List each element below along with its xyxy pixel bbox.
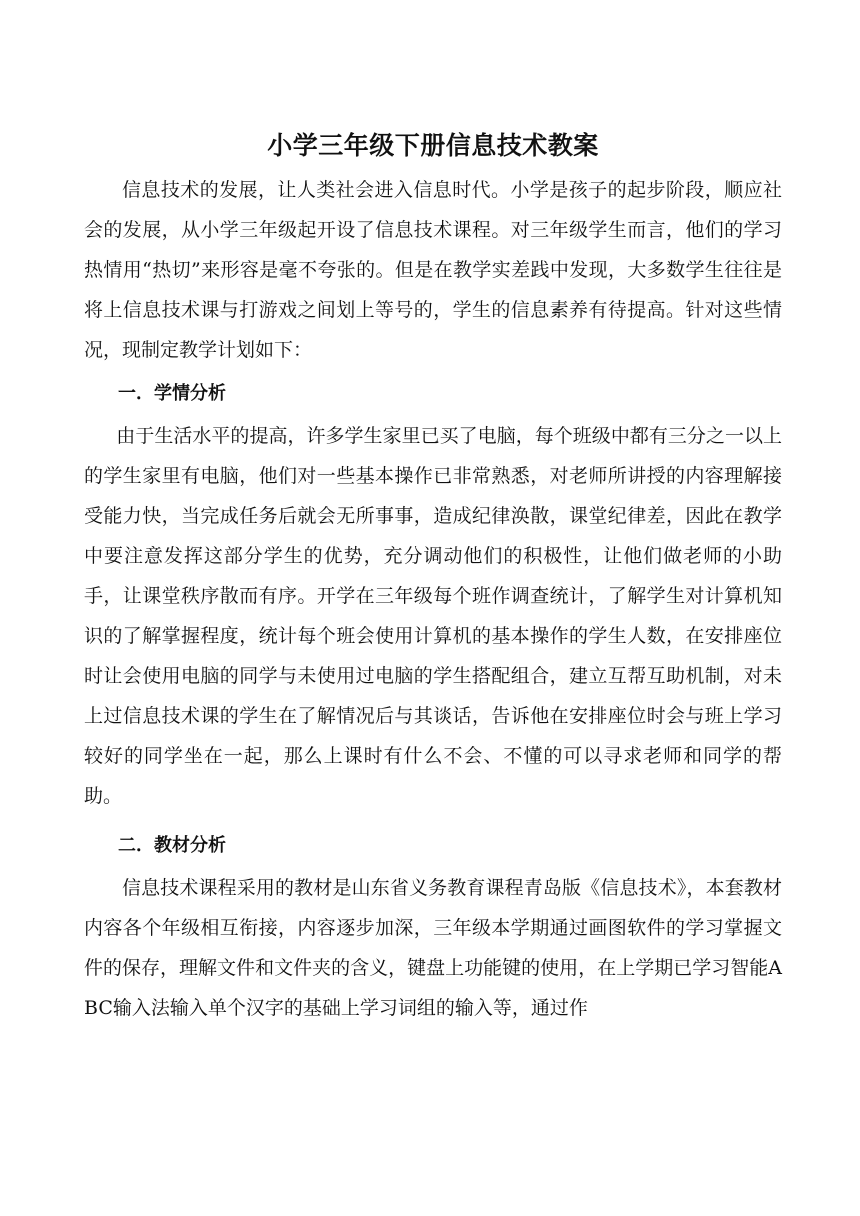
document-title: 小学三年级下册信息技术教案 — [267, 131, 599, 160]
section-heading-learning-analysis: 一．学情分析 — [118, 383, 226, 404]
section-heading-textbook-analysis: 二．教材分析 — [118, 835, 226, 856]
intro-paragraph: 信息技术的发展，让人类社会进入信息时代。小学是孩子的起步阶段，顺应社会的发展，从小学三年级起开设了信息技术课程。对三年级学生而言，他们的学习热情用“热切”来形容是毫不夸张的。但是在教学实差践中发现，大多数学生往往是将上信息技术课与打游戏之间划上等号的，学生的信息素养有待提高。针对这些情况，现制定教学计划如下： — [84, 179, 782, 361]
section-body-learning-analysis: 由于生活水平的提高，许多学生家里已买了电脑，每个班级中都有三分之一以上的学生家里有电脑，他们对一些基本操作已非常熟悉，对老师所讲授的内容理解接受能力快，当完成任务后就会无所事事，造成纪律涣散，课堂纪律差，因此在教学中要注意发挥这部分学生的优势，充分调动他们的积极性，让他们做老师的小助手，让课堂秩序散而有序。开学在三年级每个班作调查统计，了解学生对计算机知识的了解掌握程度，统计每个班会使用计算机的基本操作的学生人数，在安排座位时让会使用电脑的同学与未使用过电脑的学生搭配组合，建立互帮互助机制，对未上过信息技术课的学生在了解情况后与其谈话，告诉他在安排座位时会与班上学习较好的同学坐在一起，那么上课时有什么不会、不懂的可以寻求老师和同学的帮助。 — [84, 425, 782, 807]
section-body-textbook-analysis: 信息技术课程采用的教材是山东省义务教育课程青岛版《信息技术》，本套教材内容各个年级相互衔接，内容逐步加深，三年级本学期通过画图软件的学习掌握文件的保存，理解文件和文件夹的含义，键盘上功能键的使用，在上学期已学习智能ABC输入法输入单个汉字的基础上学习词组的输入等，通过作 — [84, 877, 782, 1019]
